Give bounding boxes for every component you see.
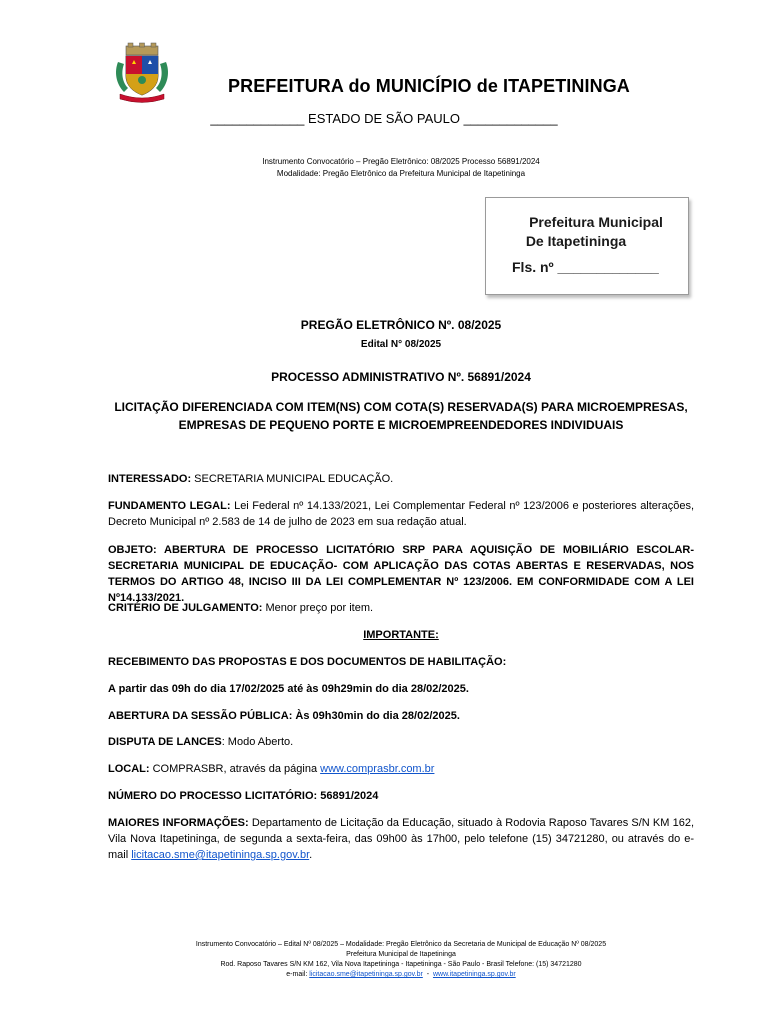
local-paragraph	[108, 761, 694, 777]
footer-email-link[interactable]: licitacao.sme@itapetininga.sp.gov.br	[309, 971, 423, 978]
stamp-line-2: De Itapetininga	[525, 233, 627, 249]
abertura-label: ABERTURA DA SESSÃO PÚBLICA	[108, 710, 289, 722]
footer-site-link[interactable]: www.itapetininga.sp.gov.br	[432, 971, 516, 978]
interessado-paragraph	[108, 471, 694, 487]
numero-processo-line: NÚMERO DO PROCESSO LICITATÓRIO: 56891/2024	[108, 790, 379, 802]
maiores-end: .	[309, 849, 313, 861]
page-title: PREFEITURA do MUNICÍPIO de ITAPETININGA	[228, 76, 630, 96]
criterio-value: Menor preço por item.	[262, 602, 374, 614]
interessado-value: SECRETARIA MUNICIPAL EDUCAÇÃO.	[191, 473, 394, 485]
modalidade-line: Modalidade: Pregão Eletrônico da Prefeitura Municipal de Itapetininga	[276, 169, 526, 178]
instrumento-line: Instrumento Convocatório – Pregão Eletrônico: 08/2025 Processo 56891/2024	[262, 157, 540, 166]
state-line: _____________ ESTADO DE SÃO PAULO _____________	[210, 111, 558, 126]
footer-line-4	[0, 970, 768, 980]
edital-heading: Edital N° 08/2025	[360, 339, 442, 350]
criterio-label: CRITÉRIO DE JULGAMENTO:	[108, 602, 263, 614]
footer-separator: -	[422, 971, 433, 978]
objeto-paragraph: OBJETO: ABERTURA DE PROCESSO LICITATÓRIO SRP PARA AQUISIÇÃO DE MOBILIÁRIO ESCOLAR- SECRETARIA MUNICIPAL DE EDUCAÇÃO- COM APLICAÇÃO DAS COTAS ABERTAS E RESERVADAS, NOS TERMOS DO ARTIGO 48, INCISO III DA LEI COMPLEMENTAR Nº 123/2006. EM CONFORMIDADE COM A LEI Nº14.133/2021.	[108, 544, 694, 604]
licitacao-heading-line-1: LICITAÇÃO DIFERENCIADA COM ITEM(NS) COM COTA(S) RESERVADA(S) PARA MICROEMPRESAS,	[114, 400, 688, 414]
disputa-paragraph	[108, 734, 694, 750]
footer-line-3: Rod. Raposo Tavares S/N KM 162, Vila Nova Itapetininga - Itapetininga - São Paulo - Brasil Telefone: (15) 34721280	[220, 961, 582, 968]
maiores-label: MAIORES INFORMAÇÕES:	[108, 817, 249, 829]
interessado-label: INTERESSADO:	[108, 473, 192, 485]
stamp-fls: Fls. nº _____________	[512, 259, 659, 275]
local-label: LOCAL:	[108, 763, 150, 775]
maiores-informacoes-paragraph	[108, 815, 694, 863]
page-footer	[0, 940, 768, 980]
page-number-stamp	[485, 197, 689, 295]
processo-heading: PROCESSO ADMINISTRATIVO Nº. 56891/2024	[271, 370, 531, 384]
comprasbr-link[interactable]: www.comprasbr.com.br	[320, 763, 435, 775]
instrument-header	[0, 156, 768, 180]
fundamento-label: FUNDAMENTO LEGAL:	[108, 500, 231, 512]
footer-line-1: Instrumento Convocatório – Edital Nº 08/2025 – Modalidade: Pregão Eletrônico da Secretaria de Municipal de Educação Nº 08/2025	[195, 941, 607, 948]
email-link[interactable]: licitacao.sme@itapetininga.sp.gov.br	[131, 849, 310, 861]
periodo-line: A partir das 09h do dia 17/02/2025 até às 09h29min do dia 28/02/2025.	[108, 683, 469, 695]
footer-email-label: e-mail:	[286, 971, 310, 978]
footer-line-2: Prefeitura Municipal de Itapetininga	[346, 951, 456, 958]
importante-heading: IMPORTANTE:	[363, 629, 439, 641]
abertura-value: : Às 09h30min do dia 28/02/2025.	[288, 710, 460, 722]
pregao-heading: PREGÃO ELETRÔNICO Nº. 08/2025	[300, 318, 502, 332]
local-value: COMPRASBR, através da página	[149, 763, 321, 775]
recebimento-heading: RECEBIMENTO DAS PROPOSTAS E DOS DOCUMENTOS DE HABILITAÇÃO:	[108, 656, 507, 668]
abertura-paragraph	[108, 708, 694, 724]
licitacao-heading-line-2: EMPRESAS DE PEQUENO PORTE E MICROEMPREENDEDORES INDIVIDUAIS	[178, 418, 624, 432]
disputa-label: DISPUTA DE LANCES	[108, 736, 222, 748]
maiores-value: Departamento de Licitação da Educação, situado à Rodovia Raposo Tavares S/N KM 162, Vila Nova Itapetininga, de segunda a sexta-feira, das 09h00 às 17h00, pelo telefone (15) 34721280, ou através do e-mail	[108, 817, 694, 861]
disputa-value: : Modo Aberto.	[221, 736, 294, 748]
fundamento-value: Lei Federal nº 14.133/2021, Lei Complementar Federal nº 123/2006 e posteriores alterações, Decreto Municipal nº 2.583 de 14 de julho de 2023 em sua redação atual.	[108, 500, 694, 528]
stamp-line-1: Prefeitura Municipal	[529, 214, 663, 230]
criterio-paragraph	[108, 600, 694, 616]
coat-of-arms-icon	[112, 42, 172, 104]
fundamento-paragraph	[108, 498, 694, 530]
